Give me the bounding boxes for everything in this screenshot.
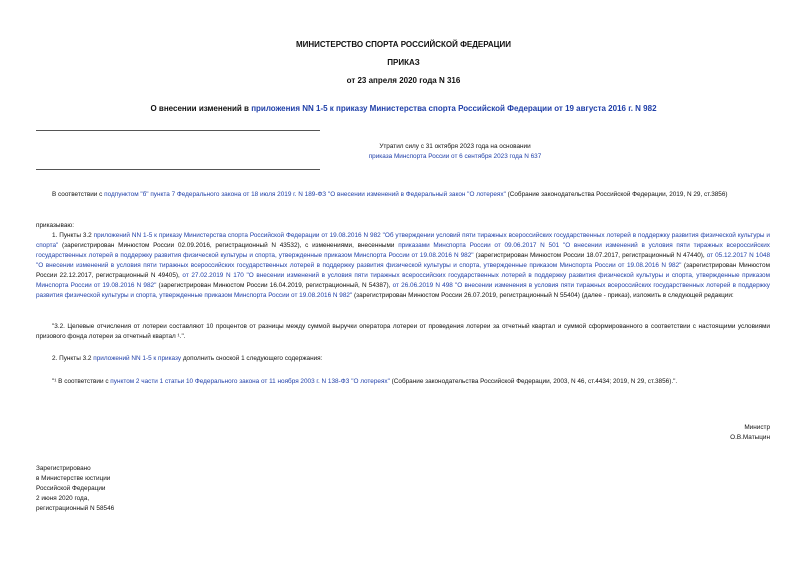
paragraph-2 [36,354,770,364]
p1-text: 1. Пункты 3.2 [52,232,94,239]
status-line: Утратил силу с 31 октября 2023 года на основании [379,143,531,150]
registration-line: Российской Федерации [36,485,106,492]
p1-text: (зарегистрирован Минюстом России 22.12.2017, регистрационный N 49405), [36,262,770,279]
p1-text: (зарегистрирован Минюстом России 26.07.2019, регистрационный N 55404) (далее - приказ), изложить в следующей редакции: [352,292,734,299]
signature-block [600,423,770,443]
status-note [240,142,670,162]
doc-title [0,104,807,113]
p2-link[interactable]: приложений NN 1-5 к приказу [93,355,182,362]
basis-paragraph [36,190,770,200]
status-link[interactable]: приказа Минспорта России от 6 сентября 2023 года N 637 [368,153,542,160]
title-prefix: О внесении изменений в [150,104,252,113]
order-word: приказываю: [36,222,74,229]
divider-bottom [36,169,320,170]
footnote-paragraph [36,377,770,387]
p1-link-order-498[interactable]: от 26.06.2019 N 498 "О внесении изменения в условия пяти тиражных всероссийских государственных лотерей в поддержку развития физической культуры и спорта, утвержденные приказом Минспорта России от 19.08.2016 N 982" [36,282,771,299]
doc-date-number: от 23 апреля 2020 года N 316 [346,76,461,85]
registration-line: регистрационный N 58546 [36,505,115,512]
p2-text-end: дополнить сноской 1 следующего содержания: [181,355,323,362]
title-link[interactable]: приложения NN 1-5 к приказу Министерства спорта Российской Федерации от 19 августа 2016 г. N 982 [251,104,657,113]
divider-top [36,130,320,131]
p1-text: (зарегистрирован Минюстом России 18.07.2017, регистрационный N 47440), [473,252,707,259]
registration-line: 2 июня 2020 года, [36,495,90,502]
p1-link-order-501[interactable]: приказами Минспорта России от 09.06.2017 N 501 "О внесении изменений в условия пяти тиражных всероссийских государственных лотерей в поддержку развития физической культуры и спорта, утвержденные приказом Минспорта России от 19.08.2016 N 982" [36,242,770,259]
basis-text-end: (Собрание законодательства Российской Федерации, 2019, N 29, ст.3856) [505,191,728,198]
basis-text: В соответствии с [52,191,105,198]
p1-text: (зарегистрирован Минюстом России 16.04.2019, регистрационный, N 54387), [156,282,393,289]
basis-link[interactable]: подпунктом "б" пункта 7 Федерального закона от 18 июля 2019 г. N 189-ФЗ "О внесении изменений в Федеральный закон "О лотереях" [104,191,506,198]
ministry-heading: МИНИСТЕРСТВО СПОРТА РОССИЙСКОЙ ФЕДЕРАЦИИ [295,40,512,49]
paragraph-1 [36,231,770,301]
signer-name: О.В.Матыцин [730,434,770,441]
p1-link-order-1048[interactable]: от 05.12.2017 N 1048 "О внесении изменений в условия пяти тиражных всероссийских государственных лотерей в поддержку развития физической культуры и спорта, утвержденные приказом Минспорта России от 19.08.2016 N 982" [36,252,771,269]
registration-line: Зарегистрировано [36,465,91,472]
signer-position: Министр [744,424,770,431]
footnote-link[interactable]: пунктом 2 части 1 статьи 10 Федерального закона от 11 ноября 2003 г. N 138-ФЗ "О лотереях" [110,378,390,385]
footnote-text: "¹ В соответствии с [52,378,111,385]
p1-link-order-982[interactable]: приложений NN 1-5 к приказу Министерства спорта Российской Федерации от 19.08.2016 N 982 "Об утверждении условий пяти тиражных всероссийских государственных лотерей в поддержку развития физической культуры и спорта" [36,232,770,249]
p2-text: 2. Пункты 3.2 [52,355,94,362]
footnote-text-end: (Собрание законодательства Российской Федерации, 2003, N 46, ст.4434; 2019, N 29, ст.3856).". [389,378,678,385]
registration-block [36,464,236,514]
quote-paragraph: "3.2. Целевые отчисления от лотереи составляют 10 процентов от разницы между суммой выручки оператора лотереи от проведения лотереи за отчетный квартал и суммой сформированного в соответствии с настоящими условиями призового фонда лотереи за отчетный квартал ¹.". [36,323,770,340]
p1-text: (зарегистрирован Минюстом России 02.09.2016, регистрационный N 43532), с изменениями, внесенными [58,242,399,249]
p1-link-order-170[interactable]: от 27.02.2019 N 170 "О внесении изменений в условия пяти тиражных всероссийских государственных лотерей в поддержку развития физической культуры и спорта, утвержденные приказом Минспорта России от 19.08.2016 N 982" [36,272,770,289]
registration-line: в Министерстве юстиции [36,475,111,482]
doc-type: ПРИКАЗ [387,58,420,67]
